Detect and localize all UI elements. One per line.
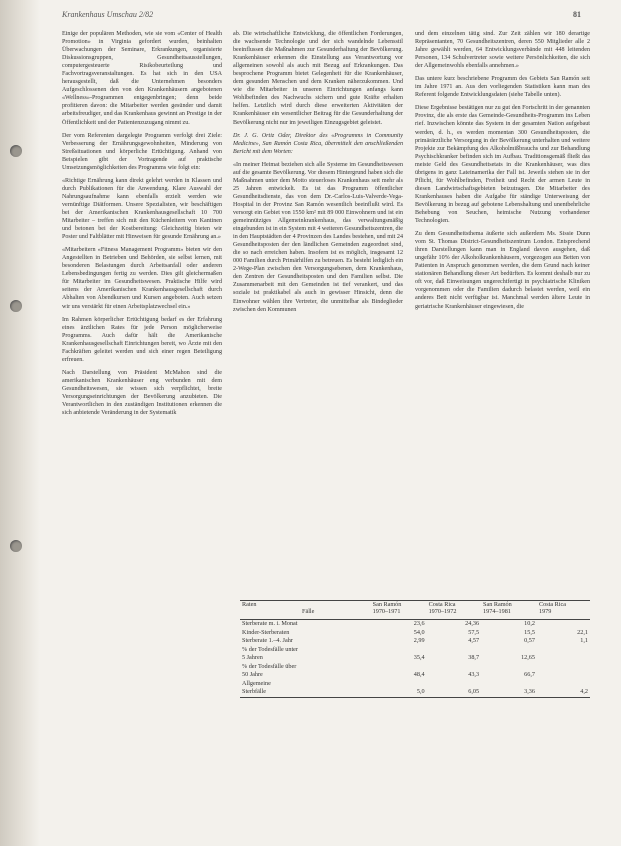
paragraph: Zu dem Gesundheitsthema äußerte sich außerdem Ms. Sissie Dunn vom St. Thomas District-Gesundheitszentrum London. Entsprechend ihren Darstellungen kann man in England davon ausgehen, daß ungefähr 10% der Alkoholkrankenhäusern, vorgezogen aus Betten von Patienten in Anspruch genommen werden, die dem Grund nach keiner stationären Behandlung dieser Art bedürften. Es kommt deshalb nur zu oft vor, daß Einweisungen ungerechtfertigt in psychiatrische Kliniken vorgenommen oder die Familien dadurch belastet werden, weil ein anderes Bett nicht verfügbar ist. Manchmal werden ältere Leute in geriatrische Krankenhäuser eingewiesen, die [415, 231, 590, 310]
paragraph: und dem einzelnen tätig sind. Zur Zeit zählen wir 180 derartige Repräsentanten, 70 Gesundheitszentren, deren 550 Mitglieder alle 2 Jahre gewählt werden, 64 Entwicklungsverbände mit 448 leitenden Personen, 134 Schulvertreter sowie weitere Persönlichkeiten, die sich der Allgemeinwohls ebenfalls annehmen.» [415, 31, 590, 70]
paragraph: Einige der populären Methoden, wie sie vom «Center of Health Promotion» in Virginia gefordert wurden, beinhalten Überwachungen der Seminare, Erkrankungen, organisierte Diskussionsgruppen, Gesundheitsausstellungen, computergesteuerte Risikobeurteilung und Fachvortragsveranstaltungen. Es hat sich in den USA herausgestellt, daß die Unternehmen besonders Aufgeschlossenen den von den Krankenhäusern angebotenen «Wellness»-Programmen entgegenbringen; denn beide profitieren davon: die Mitarbeiter werden gesünder und damit arbeitsfreudiger, und das Krankenhaus gewinnt an Prestige in der Öffentlichkeit und der Patientenzuzugang nimmt zu. [62, 31, 222, 126]
journal-title: Krankenhaus Umschau 2/82 [62, 10, 154, 19]
table-header-col: San Ramón 1970–1971 [371, 601, 427, 620]
table-row: % der Todesfälle über [242, 662, 297, 670]
paragraph: Das untere kurz beschriebene Programm des Gebiets San Ramón seit im Jahre 1971 an. Aus den vorliegenden Statistiken kann man des Referent folgende Entwicklungsdaten (siehe Tabelle unten). [415, 76, 590, 99]
table-header-col: Costa Rica 1970–1972 [427, 601, 481, 620]
text-column-1 [62, 30, 222, 800]
table-header-col: Costa Rica 1979 [537, 601, 590, 620]
paragraph: Nach Darstellung von Präsident McMahon sind die amerikanischen Krankenhäuser eng verbunden mit dem Gesundheitswesen, sie wissen sich verpflichtet, breite Versorgungseinrichtungen der Bevölkerung anzubieten. Die Verantwortlichen in den zuständigen Institutionen erkennen die sich anbietende Veränderung in der Systematik [62, 369, 222, 417]
binding-edge [0, 0, 40, 846]
paragraph: «In meiner Heimat beziehen sich alle Systeme im Gesundheitswesen auf die gesamte Bevölkerung. Vor diesem Hintergrund haben sich die Maßnahmen unter dem Motto steuerloses Krankenhaus seit mehr als 25 Jahren entwickelt. Es ist das Programm öffentlicher Gesundheitsdienste, das von dem Dr.-Carlos-Luis-Valverde-Vega-Hospital in der Provinz San Ramón wesentlich beeinflußt wird. Es versorgt ein Gebiet von 1550 km² mit 89 000 Einwohnern und ist ein gemeinnütziges Allgemeinkrankenhaus, das verwaltungsmäßig eingebunden ist in ein System mit 4 weiteren Gesundheitszentren, die in den Hauptstädten der 4 Provinzen des Landes bestehen, und mit 24 Gesundheitsposten der den ländlichen Gemeinden zugeordnet sind, die so nach erreichen haben. Insofern ist es möglich, insgesamt 12 000 Familien durch Primärhilfen zu betreuen. Es besteht lediglich ein 2-Wege-Plan zwischen den Versorgungsebenen, dem Krankenhaus, den Zentren der Gesundheitsposten und den Familien selbst. Die Zusammenarbeit mit den Gemeinden ist tief verankert, und das soziale ist praktikabel als auch in gewisser Hinsicht, denn die Einwohner wählen ihre Vertreter, die unmittelbar als Bindeglieder zwischen den Kommunen [233, 161, 403, 313]
paragraph: Im Rahmen körperlicher Ertüchtigung bedarf es der Erfahrung eines ärztlichen Rates für jede Person möglicherweise Programms. Auch dafür hält die Amerikanische Krankenhausgesellschaft Einrichtungen bereit, wo Ärzte mit den Fachkräften geleitet werden und sich einer regen Beteiligung erfreuen. [62, 316, 222, 363]
statistics-table [240, 600, 590, 698]
table-header-label: Raten Fälle [240, 601, 371, 620]
table-header-col: San Ramón 1974–1981 [481, 601, 537, 620]
table-row: 50 Jahre 48,4 43,3 66,7 [242, 671, 535, 678]
paragraph: «Richtige Ernährung kann direkt gelehrt werden in Klassen und durch Publikationen für die Anwendung. Klare Auswahl der Nahrungsaufnahme kann ebenfalls erzielt werden wie vernünftige Diätformen. Unsere Spezialisten, wir beschäftigen bei der Amerikanischen Krankenhausgesellschaft 10 700 Mitarbeiter – treffen sich mit den Küchenleitern von Kantinen und betonen bei der Kostbereitung: Gleichzeitig bieten wir Poster und Faltblätter mit Hinweisen für gesunde Ernährung an.» [62, 177, 222, 241]
paragraph: ab. Die wirtschaftliche Entwicklung, die öffentlichen Forderungen, die wachsende Technologie und der sich wandelnde Lebensstil beeinflussen die Maßnahmen zur Gesunderhaltung der Bevölkerung. Krankenhäuser erkennen die Einstellung aus Verantwortung vor allgemeinen sowohl als auch mit Bezug auf Erkrankungen. Das besprochene Programm bietet Gelegenheit für die Krankenhäuser, dem gesunden Menschen und dem Kranken näherzukommen. Und wie die Mitarbeiter in unseren Einrichtungen anfangs kann Wohlbefinden des Nachwuchs sichern und gute Kräfte erhalten helfen. Letztlich wird durch diese erweiterten Aktivitäten der Krankenhäuser ein wesentlicher Beitrag für die Gesunderhaltung der Bevölkerung nicht nur im jeweiligen Einzugsgebiet geleistet. [233, 31, 403, 126]
punch-hole-middle [10, 300, 22, 312]
paragraph: «Mitarbeitern «Fitness Management Programm» bieten wir den Angestellten in Betrieben und Behörden, sie selbst lernen, mit besonderen Belastungen durch Arbeitsanfall oder anderen Lebensbedingungen fertig zu werden. Dies gilt gleichermaßen für Mitarbeiter im Gesundheitswesen. Praktische Hilfe wird seitens der Amerikanischen Krankenhausgesellschaft durch Abhalten von Abendkursen und Kursen angeboten. Auch setzen wir uns verstärkt für einen Arbeitsplatzwechsel ein.» [62, 247, 222, 310]
table-row: Sterbfälle 5,0 6,05 3,36 4,2 [242, 688, 588, 695]
text-column-2 [233, 30, 403, 590]
text-column-3 [415, 30, 590, 590]
punch-hole-top [10, 145, 22, 157]
paragraph: Diese Ergebnisse bestätigen nur zu gut den Fortschritt in der genannten Provinz, die als erste das Gemeinde-Gesundheits-Programm ins Leben rief. Inzwischen könnte das System in der gesamten Nation aufgebaut werden, d. h., es werden momentan 300 Gesundheitsposten, die primärärztliche Versorgung in der Bevölkerung unterhalten und weitere Projekte zur Bekämpfung des Alkoholmißbrauchs und zur Behandlung Psychischkranker befinden sich im Aufbau. Traditionsgemäß fließt das meiste Geld des Gesundheitsetats in die Krankenhäuser, was dies übrigens in ganz Lateinamerika der Fall ist. Jeweils stehen sie in der Pflicht, für Wohlbefinden, Freiheit und Recht der armen Leute in diesen Landwirtschaftsgebieten beizutragen. Die Mitarbeiter des Krankenhauses haben die Aufgabe für ständige Unterweisung der Bevölkerung in bezug auf gebotene Lebenshaltung und unentbehrliche Behebung von Seuchen, heimische Nutzung vorhandener Technologien. [415, 105, 590, 225]
table-header-row [240, 601, 590, 620]
paragraph: Dr. J. G. Ortiz Oder, Direktor des «Programms in Community Medicine», San Ramón Costa Rica, übermittelt den anschließenden Bericht mit dem Worten: [233, 132, 403, 155]
table-row: Kinder-Sterberaten 54,0 57,5 15,5 22,1 [242, 628, 588, 636]
table-row: Sterberate m. i. Monat 23,6 24,36 10,2 [242, 620, 535, 627]
paragraph: Der vom Referenten dargelegte Programm verfolgt drei Ziele: Verbesserung der Ernährungsgewohnheiten, Minderung von Streßsituationen und körperliche Ertüchtigung. Anhand von Beispielen gibt der Vortragende auf praktische Umsetzungsmöglichkeiten des Programms wie folgt ein: [62, 132, 222, 171]
punch-hole-bottom [10, 540, 22, 552]
table-row: Sterberate 1.–4. Jahr 2,99 4,57 0,57 1,1 [242, 637, 588, 644]
page-header [62, 10, 581, 22]
table-row: 5 Jahren 35,4 38,7 12,65 [242, 654, 535, 661]
table-row: Allgemeine [242, 679, 271, 687]
table-row: % der Todesfälle unter [242, 645, 298, 653]
page-number: 81 [573, 10, 581, 19]
